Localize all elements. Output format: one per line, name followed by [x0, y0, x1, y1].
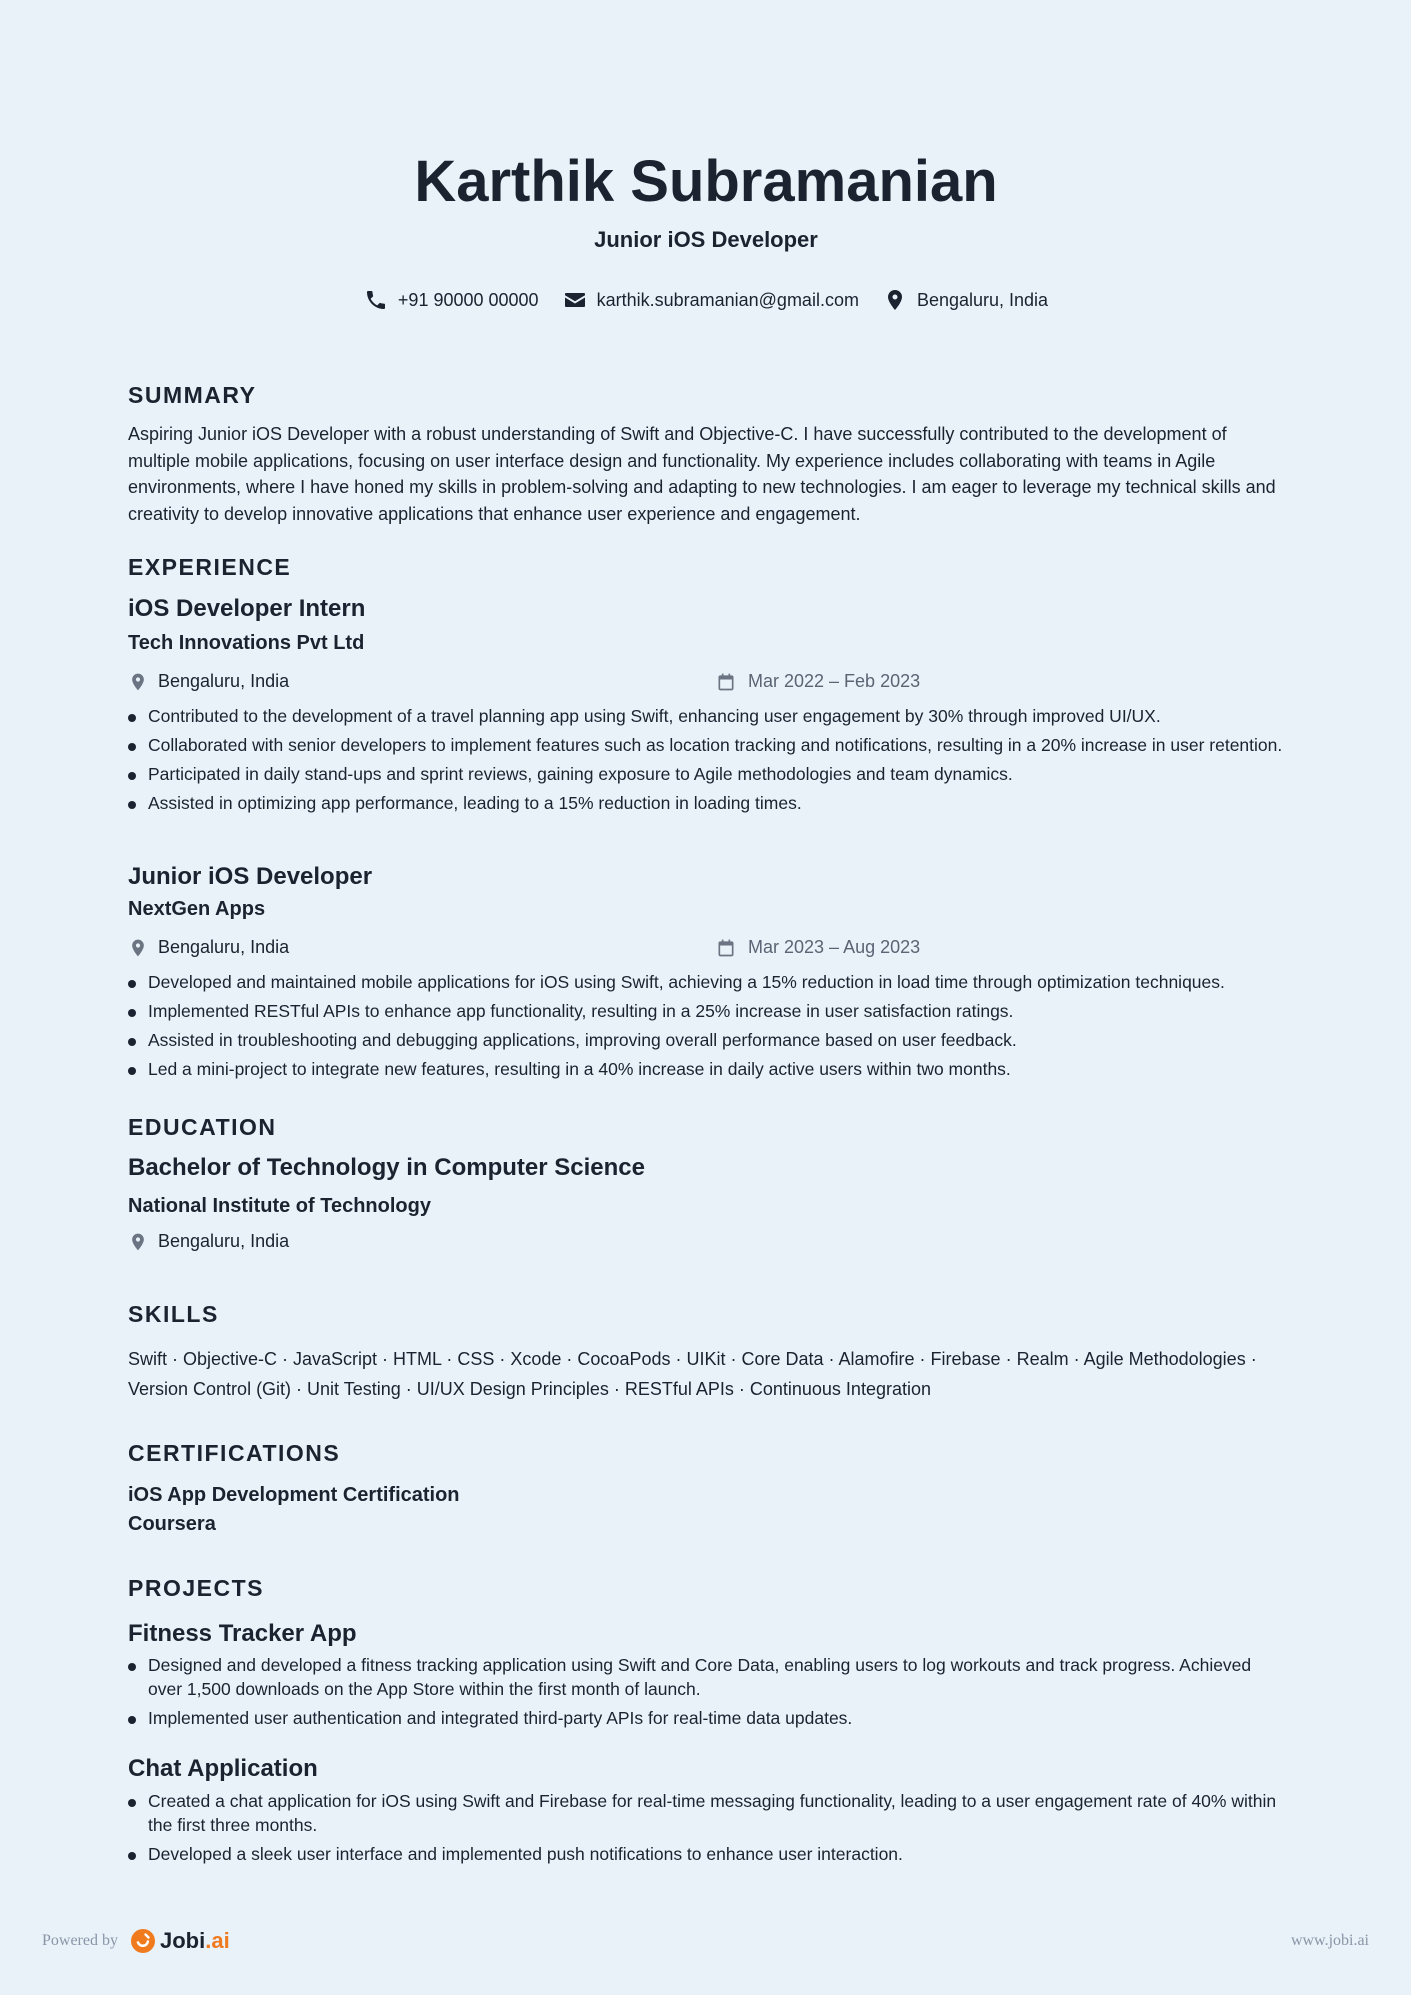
job-bullets — [128, 970, 1284, 1086]
education-school: National Institute of Technology — [128, 1195, 431, 1217]
email-text: karthik.subramanian@gmail.com — [596, 289, 859, 310]
contact-row — [128, 288, 1284, 312]
list-item: Assisted in troubleshooting and debugging applications, improving overall performance based on user feedback. — [128, 1028, 1284, 1052]
skills-list: Swift · Objective-C · JavaScript · HTML · CSS · Xcode · CocoaPods · UIKit · Core Data · Alamofire · Firebase · Realm · Agile Methodologies · Version Control (Git) · Unit Testing · UI/UX Design Principles · RESTful APIs · Continuous Integration — [128, 1349, 1257, 1399]
job-bullets — [128, 704, 1284, 820]
contact-email[interactable] — [563, 288, 859, 312]
summary-heading: SUMMARY — [128, 382, 257, 408]
email-icon — [563, 288, 587, 312]
job-title: iOS Developer Intern — [128, 595, 366, 622]
list-item: Implemented RESTful APIs to enhance app functionality, resulting in a 25% increase in user satisfaction ratings. — [128, 999, 1284, 1023]
list-item: Developed a sleek user interface and implemented push notifications to enhance user interaction. — [128, 1842, 1284, 1866]
experience-heading: EXPERIENCE — [128, 554, 292, 580]
job-location — [128, 937, 716, 958]
project-bullets — [128, 1653, 1284, 1735]
certifications-heading: CERTIFICATIONS — [128, 1440, 341, 1466]
logo-text: Jobi — [159, 1928, 206, 1953]
list-item: Assisted in optimizing app performance, leading to a 15% reduction in loading times. — [128, 791, 1284, 815]
map-pin-icon — [128, 938, 148, 958]
jobi-logo[interactable] — [130, 1928, 230, 1954]
certification-issuer: Coursera — [128, 1513, 216, 1535]
list-item: Designed and developed a fitness tracking application using Swift and Core Data, enabling users to log workouts and track progress. Achieved over 1,500 downloads on the App Store within the first month of launch. — [128, 1653, 1284, 1701]
phone-icon — [364, 288, 388, 312]
logo-suffix: .ai — [205, 1928, 230, 1953]
footer-branding — [42, 1928, 230, 1954]
contact-location — [883, 288, 1048, 312]
map-pin-icon — [883, 288, 907, 312]
candidate-name: Karthik Subramanian — [414, 149, 998, 214]
job-company: NextGen Apps — [128, 898, 266, 920]
powered-by-label: Powered by — [42, 1932, 118, 1949]
map-pin-icon — [128, 672, 148, 692]
education-location — [128, 1231, 716, 1252]
candidate-role: Junior iOS Developer — [594, 227, 818, 252]
education-degree: Bachelor of Technology in Computer Science — [128, 1154, 645, 1181]
certification-name: iOS App Development Certification — [128, 1484, 460, 1506]
list-item: Developed and maintained mobile applications for iOS using Swift, achieving a 15% reduction in load time through optimization techniques. — [128, 970, 1284, 994]
projects-heading: PROJECTS — [128, 1575, 264, 1601]
job-meta — [128, 937, 1284, 958]
calendar-icon — [716, 938, 736, 958]
job-location — [128, 671, 716, 692]
education-meta — [128, 1231, 1284, 1252]
location-text: Bengaluru, India — [916, 289, 1049, 310]
project-bullets — [128, 1789, 1284, 1871]
job-company: Tech Innovations Pvt Ltd — [128, 632, 365, 654]
footer-site-link[interactable]: www.jobi.ai — [1290, 1932, 1369, 1949]
list-item: Collaborated with senior developers to implement features such as location tracking and notifications, resulting in a 20% increase in user retention. — [128, 733, 1284, 757]
job-location-text: Bengaluru, India — [158, 671, 290, 691]
calendar-icon — [716, 672, 736, 692]
list-item: Participated in daily stand-ups and sprint reviews, gaining exposure to Agile methodologies and team dynamics. — [128, 762, 1284, 786]
list-item: Created a chat application for iOS using Swift and Firebase for real-time messaging functionality, leading to a user engagement rate of 40% within the first three months. — [128, 1789, 1284, 1837]
job-dates — [716, 937, 920, 958]
project-name: Chat Application — [128, 1755, 318, 1782]
job-dates — [716, 671, 920, 692]
education-heading: EDUCATION — [128, 1114, 277, 1140]
summary-text: Aspiring Junior iOS Developer with a robust understanding of Swift and Objective-C. I have successfully contributed to the development of multiple mobile applications, focusing on user interface design and functionality. My experience includes collaborating with teams in Agile environments, where I have honed my skills in problem-solving and adapting to new technologies. I am eager to leverage my technical skills and creativity to develop innovative applications that enhance user experience and engagement. — [128, 424, 1276, 524]
job-dates-text: Mar 2022 – Feb 2023 — [748, 671, 921, 691]
list-item: Contributed to the development of a travel planning app using Swift, enhancing user engagement by 30% through improved UI/UX. — [128, 704, 1284, 728]
list-item: Implemented user authentication and integrated third-party APIs for real-time data updates. — [128, 1706, 1284, 1730]
project-name: Fitness Tracker App — [128, 1620, 357, 1647]
map-pin-icon — [128, 1232, 148, 1252]
contact-phone[interactable] — [364, 288, 539, 312]
job-meta — [128, 671, 1284, 692]
jobi-logo-icon — [130, 1928, 156, 1954]
skills-heading: SKILLS — [128, 1301, 219, 1327]
job-dates-text: Mar 2023 – Aug 2023 — [748, 937, 921, 957]
list-item: Led a mini-project to integrate new features, resulting in a 40% increase in daily active users within two months. — [128, 1057, 1284, 1081]
phone-text: +91 90000 00000 — [397, 289, 539, 310]
job-location-text: Bengaluru, India — [158, 937, 290, 957]
education-location-text: Bengaluru, India — [158, 1231, 290, 1251]
job-title: Junior iOS Developer — [128, 863, 373, 890]
